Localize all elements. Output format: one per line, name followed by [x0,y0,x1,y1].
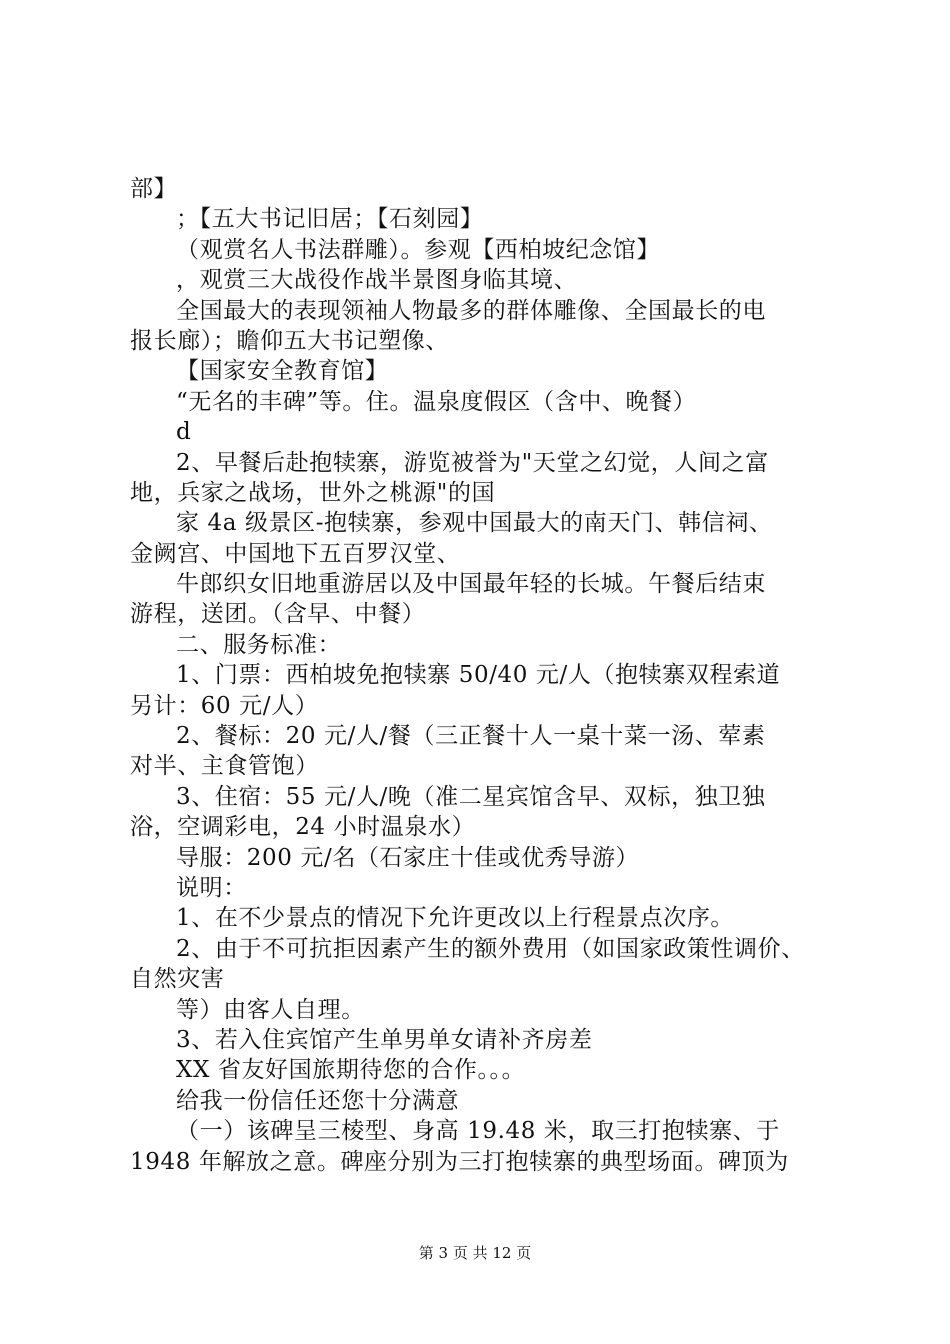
text-line: 1、门票：西柏坡免抱犊寨 50/40 元/人（抱犊寨双程索道 [176,662,781,689]
text-line: “无名的丰碑”等。住。温泉度假区（含中、晚餐） [176,388,697,415]
text-line: 2、由于不可抗拒因素产生的额外费用（如国家政策性调价、 [176,935,805,962]
text-line: 部】 [130,176,178,202]
text-line: 2、早餐后赴抱犊寨，游览被誉为"天堂之幻觉，人间之富 [176,449,769,476]
text-line: 家 4a 级景区-抱犊寨，参观中国最大的南天门、韩信祠、 [176,510,773,537]
page-number-footer: 第 3 页 共 12 页 [418,1244,532,1262]
text-line: 另计：60 元/人） [130,692,319,719]
text-line: 3、住宿：55 元/人/晚（准二星宾馆含早、双标，独卫独 [176,783,766,810]
text-line: （一）该碑呈三棱型、身高 19.48 米，取三打抱犊寨、于 [176,1118,780,1145]
text-line: 游程，送团。（含早、中餐） [130,601,426,628]
document-body [130,174,850,1177]
text-line: 【国家安全教育馆】 [176,358,389,385]
text-line: d [176,419,192,446]
text-line: 给我一份信任还您十分满意 [176,1087,460,1114]
text-line: 2、餐标：20 元/人/餐（三正餐十人一桌十菜一汤、荤素 [176,723,766,750]
text-line: 3、若入住宾馆产生单男单女请补齐房差 [176,1026,593,1053]
text-line: 二、服务标准： [176,631,342,658]
text-line: ，观赏三大战役作战半景图身临其境、 [176,267,578,294]
text-line: 牛郎织女旧地重游居以及中国最年轻的长城。午餐后结束 [176,571,766,598]
text-line: 地，兵家之战场，世外之桃源"的国 [130,479,496,506]
text-line: 等）由客人自理。 [176,996,365,1023]
text-line: 对半、主食管饱） [130,753,319,780]
text-line: 金阙宫、中国地下五百罗汉堂、 [130,540,461,567]
text-line: （观赏名人书法群雕）。参观【西柏坡纪念馆】 [176,236,661,263]
text-line: 说明： [176,874,247,901]
text-line: 导服：200 元/名（石家庄十佳或优秀导游） [176,844,640,871]
text-line: 1948 年解放之意。碑座分别为三打抱犊寨的典型场面。碑顶为 [130,1148,789,1175]
text-line: 报长廊）；瞻仰五大书记塑像、 [130,327,449,354]
text-line: ；【五大书记旧居；【石刻园】 [176,206,484,233]
text-line: 1、在不少景点的情况下允许更改以上行程景点次序。 [176,905,735,932]
text-line: 浴，空调彩电，24 小时温泉水） [130,814,476,841]
text-line: 自然灾害 [130,966,225,993]
text-line: XX 省友好国旅期待您的合作。。。 [176,1057,526,1084]
text-line: 全国最大的表现领袖人物最多的群体雕像、全国最长的电 [176,297,766,324]
